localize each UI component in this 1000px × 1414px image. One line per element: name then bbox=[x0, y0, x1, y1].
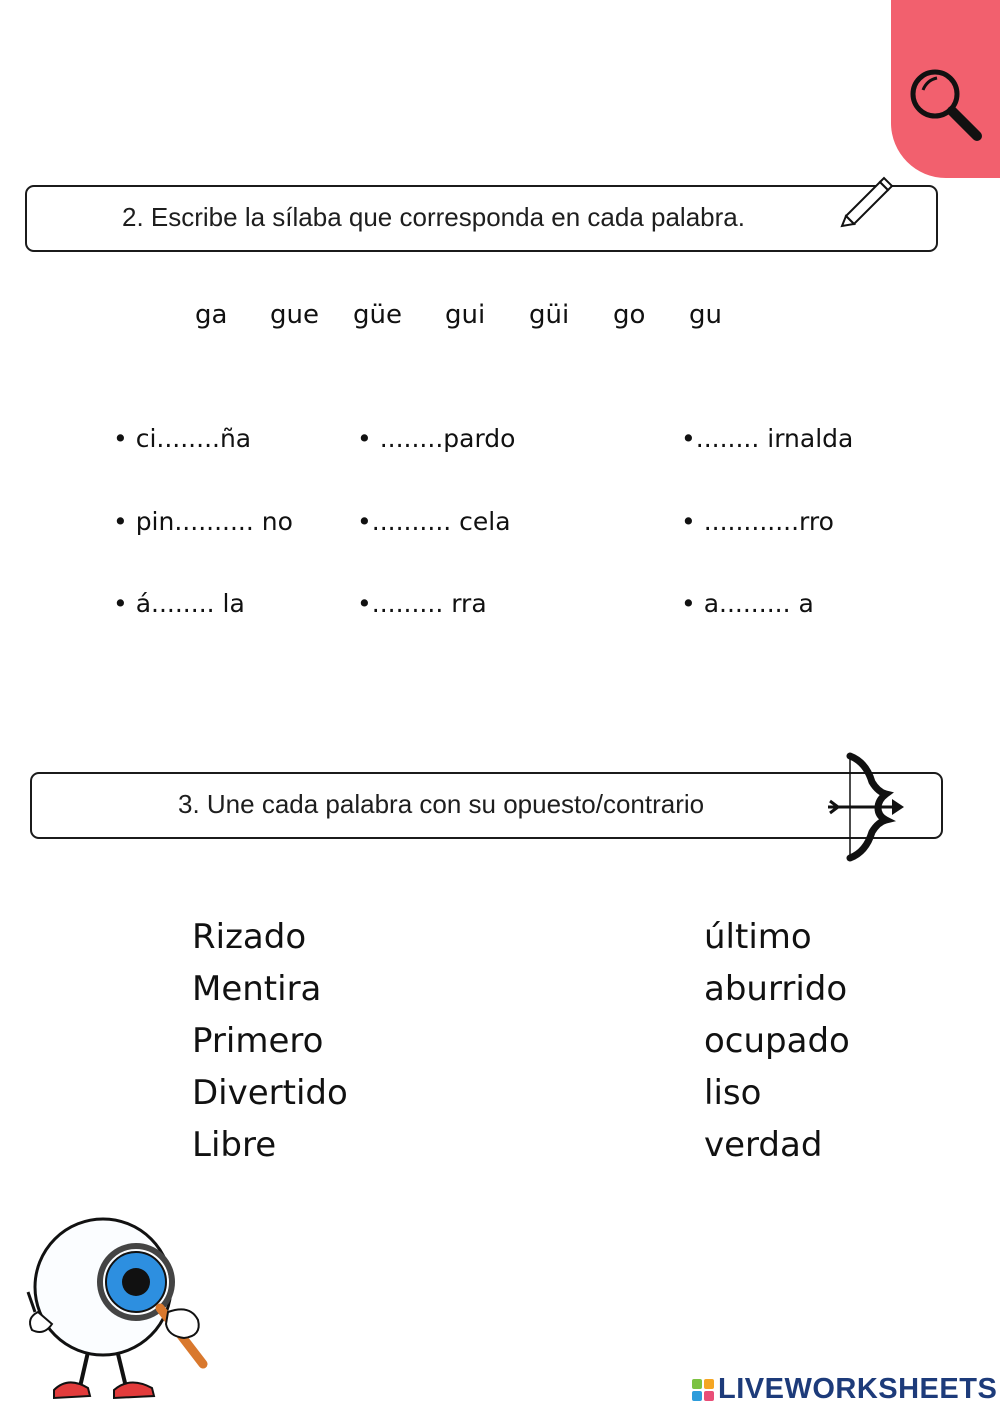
syllable: gue bbox=[270, 300, 319, 330]
logo-square bbox=[704, 1379, 714, 1389]
section-2-header bbox=[25, 185, 938, 252]
brand-text: LIVEWORKSHEETS bbox=[718, 1373, 998, 1405]
logo-square bbox=[704, 1391, 714, 1401]
liveworksheets-logo-icon bbox=[692, 1379, 714, 1401]
left-word: Rizado bbox=[192, 917, 307, 957]
right-word: liso bbox=[704, 1073, 762, 1113]
fill-item: • á........ la bbox=[113, 589, 245, 618]
syllable: ga bbox=[195, 300, 228, 330]
pencil-icon bbox=[836, 168, 896, 228]
right-word: verdad bbox=[704, 1125, 823, 1165]
logo-square bbox=[692, 1391, 702, 1401]
fill-item: •......... rra bbox=[357, 589, 487, 618]
fill-item: •.......... cela bbox=[357, 507, 511, 536]
logo-square bbox=[692, 1379, 702, 1389]
left-word: Divertido bbox=[192, 1073, 348, 1113]
right-word: ocupado bbox=[704, 1021, 850, 1061]
section-3-title: 3. Une cada palabra con su opuesto/contrario bbox=[178, 789, 705, 819]
bow-arrow-icon bbox=[826, 752, 906, 862]
syllable: güe bbox=[353, 300, 402, 330]
brand-logo[interactable] bbox=[692, 1373, 997, 1406]
right-word: aburrido bbox=[704, 969, 848, 1009]
right-word: último bbox=[704, 917, 812, 957]
left-word: Libre bbox=[192, 1125, 277, 1165]
syllable: gui bbox=[445, 300, 486, 330]
fill-item: • pin.......... no bbox=[113, 507, 293, 536]
left-word: Mentira bbox=[192, 969, 322, 1009]
syllable: go bbox=[613, 300, 646, 330]
section-2-title: 2. Escribe la sílaba que corresponda en cada palabra. bbox=[122, 202, 745, 232]
syllable: gu bbox=[689, 300, 722, 330]
corner-tab bbox=[891, 0, 1000, 178]
fill-item: •........ irnalda bbox=[681, 424, 854, 453]
fill-item: • ........pardo bbox=[357, 424, 516, 453]
fill-item: • ............rro bbox=[681, 507, 834, 536]
left-word: Primero bbox=[192, 1021, 324, 1061]
section-3-header bbox=[30, 772, 943, 839]
fill-item: • a......... a bbox=[681, 589, 814, 618]
search-icon bbox=[905, 64, 987, 146]
syllable: güi bbox=[529, 300, 570, 330]
fill-item: • ci........ña bbox=[113, 424, 252, 453]
eyeball-detective-icon bbox=[18, 1212, 218, 1407]
